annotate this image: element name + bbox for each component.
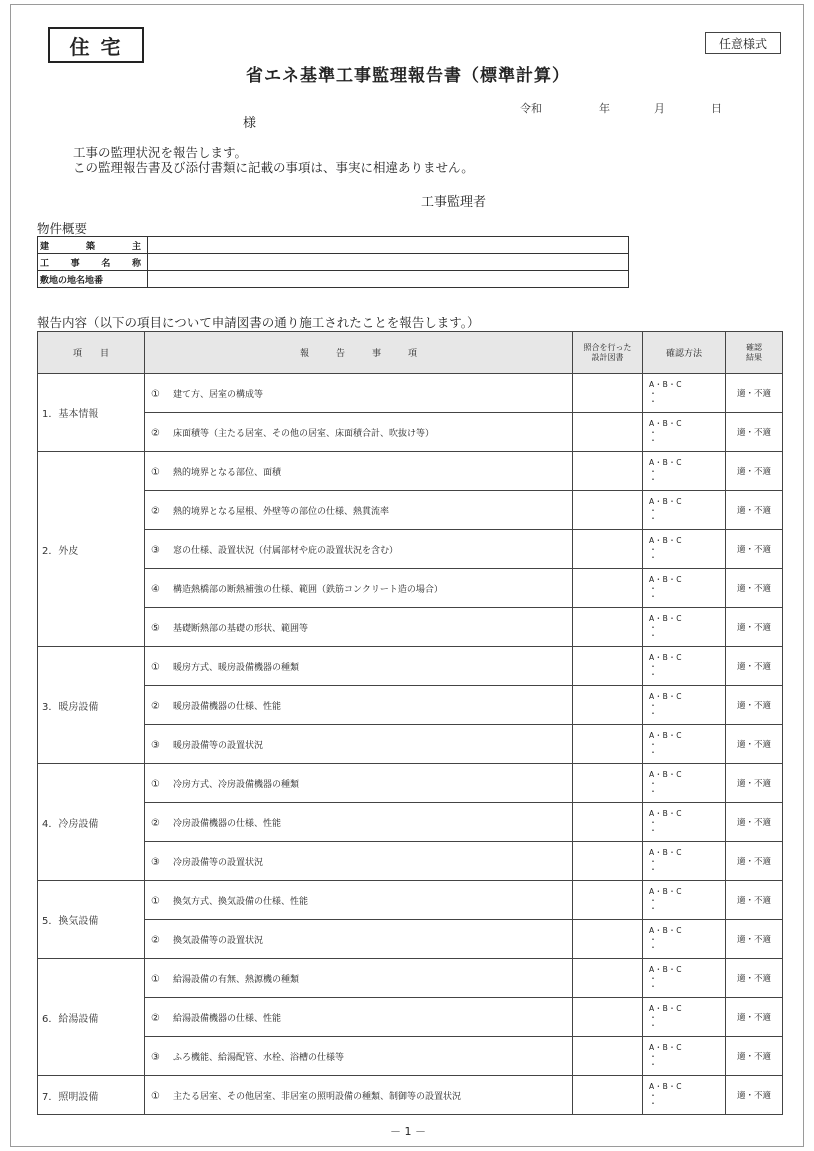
drawing-reference-field[interactable] <box>573 842 643 881</box>
method-options: A・B・C <box>649 380 683 389</box>
check-method-field[interactable] <box>643 569 726 608</box>
method-note-bullet: ・ <box>649 701 657 710</box>
report-item <box>145 491 573 530</box>
method-note-bullet: ・ <box>649 826 657 835</box>
method-options: A・B・C <box>649 575 683 584</box>
check-method-field[interactable] <box>643 998 726 1037</box>
drawing-reference-field[interactable] <box>573 920 643 959</box>
overview-value-field[interactable] <box>148 254 629 271</box>
check-method-field[interactable] <box>643 959 726 998</box>
report-heading: 報告内容（以下の項目について申請図書の通り施工されたことを報告します。） <box>37 315 480 330</box>
overview-row <box>38 254 629 271</box>
drawing-reference-field[interactable] <box>573 998 643 1037</box>
item-text: 給湯設備の有無、熱源機の種類 <box>173 974 300 985</box>
method-note-bullet: ・ <box>649 943 657 952</box>
supervisor-label: 工事監理者 <box>421 195 487 210</box>
report-item <box>145 374 573 413</box>
method-note-bullet: ・ <box>649 1013 657 1022</box>
category-name: 5．換気設備 <box>38 881 145 959</box>
drawing-reference-field[interactable] <box>573 959 643 998</box>
method-note-bullet: ・ <box>649 748 657 757</box>
item-text: 暖房設備等の設置状況 <box>173 740 264 751</box>
report-item <box>145 530 573 569</box>
item-number: ④ <box>151 583 160 595</box>
check-method-field[interactable] <box>643 725 726 764</box>
method-options: A・B・C <box>649 614 683 623</box>
report-row <box>38 413 783 452</box>
report-item <box>145 881 573 920</box>
item-text: 暖房設備機器の仕様、性能 <box>173 701 282 712</box>
overview-label-char: 称 <box>131 258 141 269</box>
drawing-reference-field[interactable] <box>573 647 643 686</box>
overview-value-field[interactable] <box>148 271 629 288</box>
report-row <box>38 1037 783 1076</box>
item-number: ③ <box>151 1051 160 1063</box>
report-item <box>145 842 573 881</box>
method-note-bullet: ・ <box>649 865 657 874</box>
check-result-field[interactable]: 適・不適 <box>726 413 783 452</box>
document-title: 省エネ基準工事監理報告書（標準計算） <box>246 66 570 86</box>
report-item <box>145 452 573 491</box>
method-note-bullet: ・ <box>649 787 657 796</box>
category-name: 4．冷房設備 <box>38 764 145 881</box>
report-row <box>38 608 783 647</box>
item-text: 構造熱橋部の断熱補強の仕様、範囲（鉄筋コンクリート造の場合） <box>173 584 443 595</box>
item-number: ① <box>151 661 160 673</box>
report-item <box>145 764 573 803</box>
overview-heading: 物件概要 <box>37 221 88 236</box>
method-note-bullet: ・ <box>649 475 657 484</box>
report-item <box>145 959 573 998</box>
item-text: 換気設備等の設置状況 <box>173 935 264 946</box>
drawing-reference-field[interactable] <box>573 803 643 842</box>
report-item <box>145 725 573 764</box>
overview-label-char: 事 <box>70 258 80 269</box>
drawing-reference-field[interactable] <box>573 881 643 920</box>
item-number: ③ <box>151 739 160 751</box>
overview-label-char: 築 <box>85 241 95 252</box>
item-text: 給湯設備機器の仕様、性能 <box>173 1013 282 1024</box>
overview-label-char: 敷地の地名地番 <box>40 275 104 286</box>
report-row <box>38 764 783 803</box>
method-note-bullet: ・ <box>649 631 657 640</box>
check-result-field[interactable]: 適・不適 <box>726 764 783 803</box>
check-method-field[interactable] <box>643 452 726 491</box>
check-method-field[interactable] <box>643 608 726 647</box>
drawing-reference-field[interactable] <box>573 725 643 764</box>
report-item <box>145 998 573 1037</box>
item-number: ① <box>151 466 160 478</box>
item-text: 暖房方式、暖房設備機器の種類 <box>173 662 300 673</box>
report-table-header <box>38 332 783 374</box>
overview-label-char: 工 <box>40 258 50 269</box>
date-year: 年 <box>599 102 610 115</box>
method-options: A・B・C <box>649 965 683 974</box>
check-method-field[interactable] <box>643 764 726 803</box>
report-item <box>145 686 573 725</box>
item-text: 窓の仕様、設置状況（付属部材や庇の設置状況を含む） <box>173 545 399 556</box>
check-result-field[interactable]: 適・不適 <box>726 920 783 959</box>
method-note-bullet: ・ <box>649 1060 657 1069</box>
document-page <box>10 4 804 1147</box>
overview-row <box>38 271 629 288</box>
category-name: 7．照明設備 <box>38 1076 145 1115</box>
report-row <box>38 686 783 725</box>
report-row <box>38 530 783 569</box>
method-options: A・B・C <box>649 848 683 857</box>
report-row <box>38 803 783 842</box>
check-method-field[interactable] <box>643 491 726 530</box>
report-item <box>145 569 573 608</box>
check-result-field[interactable]: 適・不適 <box>726 881 783 920</box>
method-note-bullet: ・ <box>649 1091 657 1100</box>
method-note-bullet: ・ <box>649 436 657 445</box>
overview-label <box>38 237 148 254</box>
col-content-header: 報 告 事 項 <box>145 332 573 374</box>
check-method-field[interactable] <box>643 647 726 686</box>
drawing-reference-field[interactable] <box>573 413 643 452</box>
drawing-reference-field[interactable] <box>573 491 643 530</box>
item-number: ⑤ <box>151 622 160 634</box>
method-note-bullet: ・ <box>649 1099 657 1108</box>
item-number: ② <box>151 505 160 517</box>
report-row <box>38 959 783 998</box>
item-text: 熱的境界となる部位、面積 <box>173 467 282 478</box>
overview-value-field[interactable] <box>148 237 629 254</box>
report-row <box>38 998 783 1037</box>
report-row <box>38 491 783 530</box>
check-method-field[interactable] <box>643 803 726 842</box>
check-result-field[interactable]: 適・不適 <box>726 1037 783 1076</box>
item-text: 換気方式、換気設備の仕様、性能 <box>173 896 309 907</box>
report-row <box>38 452 783 491</box>
item-number: ③ <box>151 856 160 868</box>
report-item <box>145 413 573 452</box>
method-options: A・B・C <box>649 770 683 779</box>
check-result-field[interactable]: 適・不適 <box>726 803 783 842</box>
method-options: A・B・C <box>649 692 683 701</box>
method-options: A・B・C <box>649 1004 683 1013</box>
building-type-box: 住 宅 <box>48 27 144 63</box>
report-item <box>145 920 573 959</box>
report-row <box>38 881 783 920</box>
overview-label <box>38 254 148 271</box>
method-options: A・B・C <box>649 653 683 662</box>
check-result-field[interactable]: 適・不適 <box>726 686 783 725</box>
item-text: 冷房設備機器の仕様、性能 <box>173 818 282 829</box>
check-result-field[interactable]: 適・不適 <box>726 725 783 764</box>
item-text: 熱的境界となる屋根、外壁等の部位の仕様、熱貫流率 <box>173 506 390 517</box>
method-note-bullet: ・ <box>649 857 657 866</box>
drawing-reference-field[interactable] <box>573 764 643 803</box>
check-method-field[interactable] <box>643 413 726 452</box>
method-note-bullet: ・ <box>649 974 657 983</box>
col-drawing-header: 照合を行った 設計図書 <box>573 332 643 374</box>
method-options: A・B・C <box>649 1043 683 1052</box>
item-text: 建て方、居室の構成等 <box>173 389 264 400</box>
method-note-bullet: ・ <box>649 1052 657 1061</box>
check-method-field[interactable] <box>643 530 726 569</box>
date-era: 令和 <box>520 102 542 115</box>
col-item-header: 項 目 <box>38 332 145 374</box>
date-month: 月 <box>654 102 665 115</box>
item-number: ① <box>151 1090 160 1102</box>
col-method-header: 確認方法 <box>643 332 726 374</box>
report-row <box>38 647 783 686</box>
item-number: ② <box>151 700 160 712</box>
optional-format-box: 任意様式 <box>705 32 781 54</box>
check-result-field[interactable]: 適・不適 <box>726 491 783 530</box>
method-note-bullet: ・ <box>649 709 657 718</box>
overview-row <box>38 237 629 254</box>
check-method-field[interactable] <box>643 686 726 725</box>
method-note-bullet: ・ <box>649 467 657 476</box>
report-item <box>145 608 573 647</box>
report-item <box>145 647 573 686</box>
method-note-bullet: ・ <box>649 545 657 554</box>
overview-label-char: 名 <box>101 258 111 269</box>
report-row <box>38 1076 783 1115</box>
item-number: ① <box>151 778 160 790</box>
report-row <box>38 920 783 959</box>
check-method-field[interactable] <box>643 881 726 920</box>
method-note-bullet: ・ <box>649 779 657 788</box>
overview-table <box>37 236 629 288</box>
col-result-header: 確認 結果 <box>726 332 783 374</box>
check-result-field[interactable]: 適・不適 <box>726 647 783 686</box>
item-number: ② <box>151 934 160 946</box>
report-table <box>37 331 783 1115</box>
method-note-bullet: ・ <box>649 506 657 515</box>
item-text: 冷房方式、冷房設備機器の種類 <box>173 779 300 790</box>
overview-label-char: 建 <box>40 241 50 252</box>
method-options: A・B・C <box>649 536 683 545</box>
method-note-bullet: ・ <box>649 896 657 905</box>
method-note-bullet: ・ <box>649 397 657 406</box>
addressee-suffix: 様 <box>243 116 257 131</box>
check-method-field[interactable] <box>643 920 726 959</box>
method-note-bullet: ・ <box>649 389 657 398</box>
method-note-bullet: ・ <box>649 935 657 944</box>
drawing-reference-field[interactable] <box>573 686 643 725</box>
overview-label-char: 主 <box>131 241 141 252</box>
check-method-field[interactable] <box>643 374 726 413</box>
page-number: － 1 － <box>390 1125 426 1138</box>
check-result-field[interactable]: 適・不適 <box>726 452 783 491</box>
method-options: A・B・C <box>649 419 683 428</box>
report-row <box>38 374 783 413</box>
item-number: ② <box>151 1012 160 1024</box>
report-item <box>145 803 573 842</box>
method-note-bullet: ・ <box>649 662 657 671</box>
drawing-reference-field[interactable] <box>573 569 643 608</box>
category-name: 6．給湯設備 <box>38 959 145 1076</box>
method-note-bullet: ・ <box>649 514 657 523</box>
intro-line-1: 工事の監理状況を報告します。 <box>73 145 248 160</box>
item-number: ① <box>151 388 160 400</box>
method-options: A・B・C <box>649 926 683 935</box>
method-note-bullet: ・ <box>649 982 657 991</box>
item-number: ③ <box>151 544 160 556</box>
date-day: 日 <box>711 102 722 115</box>
report-row <box>38 569 783 608</box>
intro-line-2: この監理報告書及び添付書類に記載の事項は、事実に相違ありません。 <box>73 160 474 175</box>
check-method-field[interactable] <box>643 842 726 881</box>
method-note-bullet: ・ <box>649 584 657 593</box>
overview-label <box>38 271 148 288</box>
check-result-field[interactable]: 適・不適 <box>726 959 783 998</box>
method-note-bullet: ・ <box>649 740 657 749</box>
item-text: 冷房設備等の設置状況 <box>173 857 264 868</box>
method-note-bullet: ・ <box>649 623 657 632</box>
report-item <box>145 1076 573 1115</box>
method-note-bullet: ・ <box>649 1021 657 1030</box>
method-options: A・B・C <box>649 458 683 467</box>
category-name: 2．外皮 <box>38 452 145 647</box>
drawing-reference-field[interactable] <box>573 608 643 647</box>
check-result-field[interactable]: 適・不適 <box>726 530 783 569</box>
check-result-field[interactable]: 適・不適 <box>726 998 783 1037</box>
method-note-bullet: ・ <box>649 553 657 562</box>
item-text: ふろ機能、給湯配管、水栓、浴槽の仕様等 <box>173 1052 345 1063</box>
method-note-bullet: ・ <box>649 818 657 827</box>
method-note-bullet: ・ <box>649 592 657 601</box>
item-number: ① <box>151 973 160 985</box>
item-number: ① <box>151 895 160 907</box>
report-item <box>145 1037 573 1076</box>
category-name: 1．基本情報 <box>38 374 145 452</box>
drawing-reference-field[interactable] <box>573 1076 643 1115</box>
method-options: A・B・C <box>649 497 683 506</box>
drawing-reference-field[interactable] <box>573 452 643 491</box>
drawing-reference-field[interactable] <box>573 374 643 413</box>
item-text: 床面積等（主たる居室、その他の居室、床面積合計、吹抜け等） <box>173 428 435 439</box>
item-text: 主たる居室、その他居室、非居室の照明設備の種類、制御等の設置状況 <box>173 1091 462 1102</box>
item-number: ② <box>151 817 160 829</box>
drawing-reference-field[interactable] <box>573 1037 643 1076</box>
method-options: A・B・C <box>649 1082 683 1091</box>
report-row <box>38 842 783 881</box>
item-number: ② <box>151 427 160 439</box>
drawing-reference-field[interactable] <box>573 530 643 569</box>
item-text: 基礎断熱部の基礎の形状、範囲等 <box>173 623 309 634</box>
report-row <box>38 725 783 764</box>
method-options: A・B・C <box>649 809 683 818</box>
check-result-field[interactable]: 適・不適 <box>726 374 783 413</box>
check-result-field[interactable]: 適・不適 <box>726 608 783 647</box>
check-method-field[interactable] <box>643 1037 726 1076</box>
check-result-field[interactable]: 適・不適 <box>726 842 783 881</box>
method-options: A・B・C <box>649 887 683 896</box>
method-options: A・B・C <box>649 731 683 740</box>
category-name: 3．暖房設備 <box>38 647 145 764</box>
method-note-bullet: ・ <box>649 428 657 437</box>
check-result-field[interactable]: 適・不適 <box>726 1076 783 1115</box>
method-note-bullet: ・ <box>649 670 657 679</box>
check-result-field[interactable]: 適・不適 <box>726 569 783 608</box>
check-method-field[interactable] <box>643 1076 726 1115</box>
method-note-bullet: ・ <box>649 904 657 913</box>
